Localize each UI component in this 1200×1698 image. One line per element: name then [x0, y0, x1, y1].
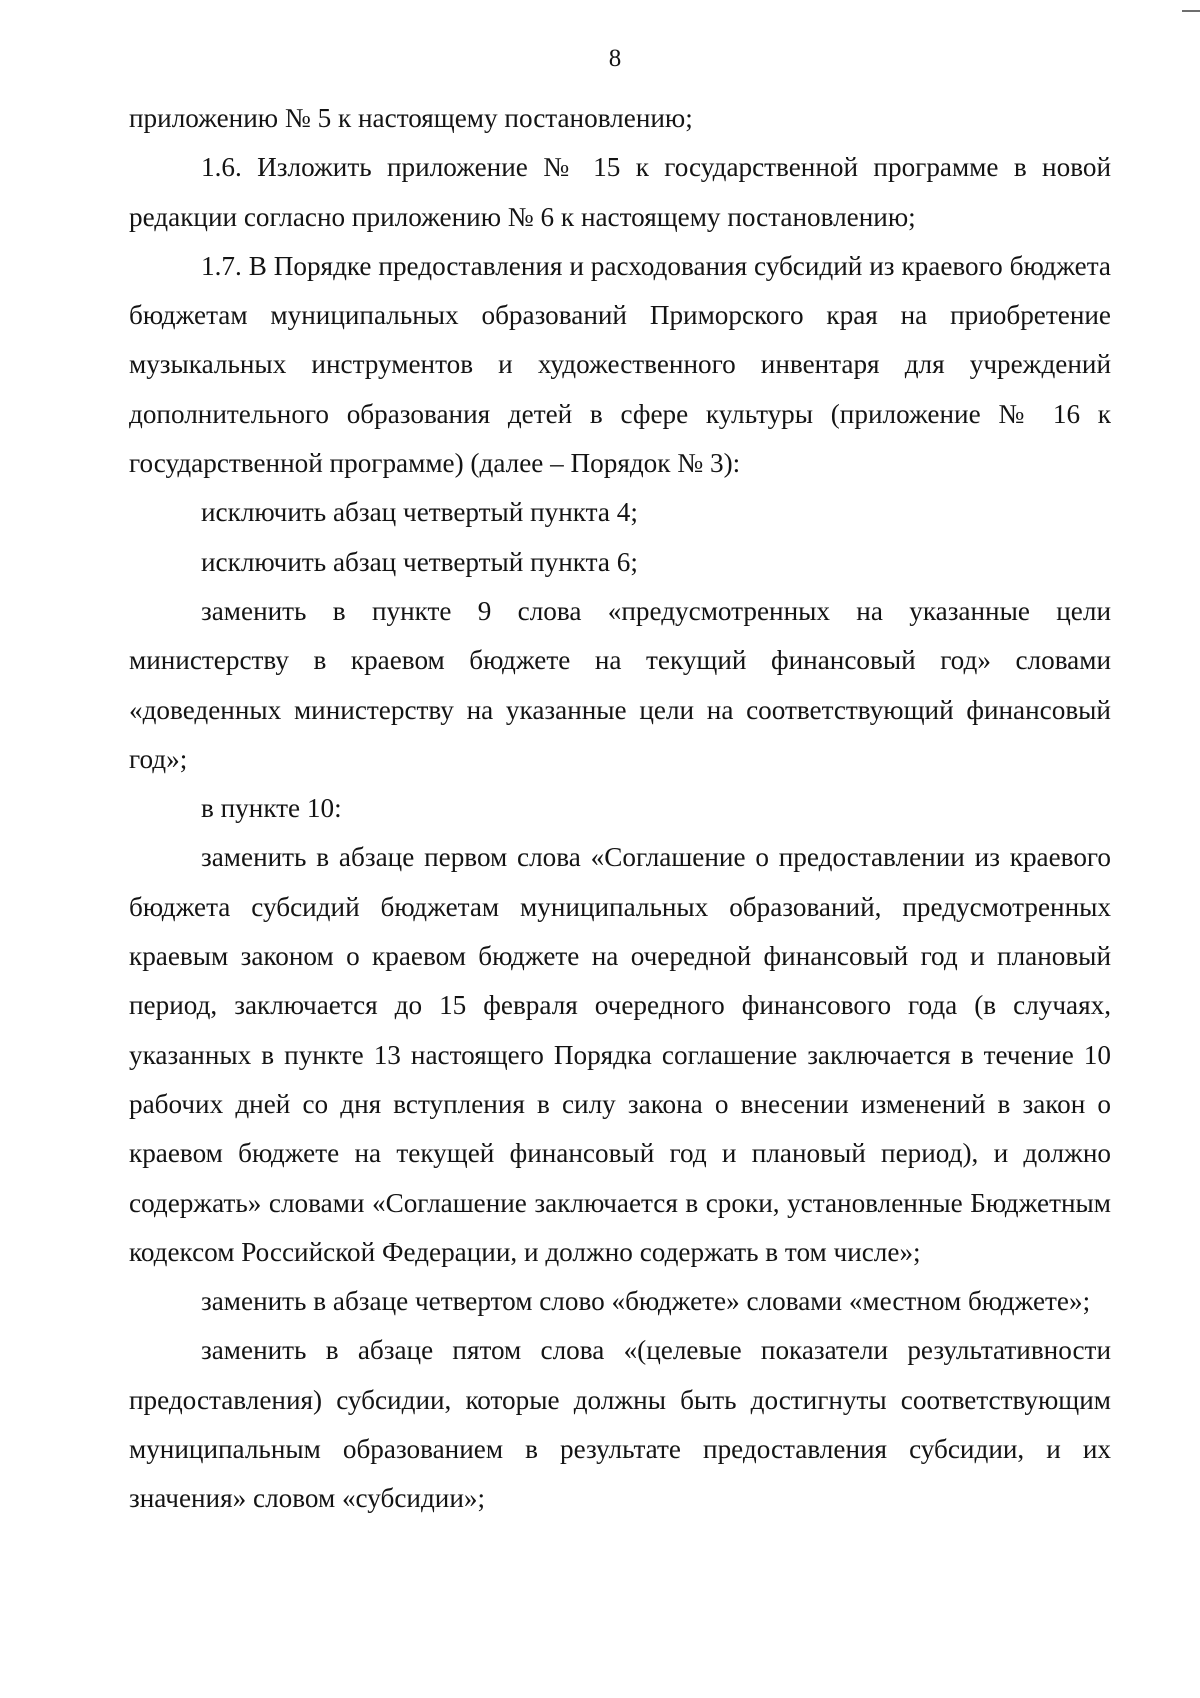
paragraph-replace-fifth-abzac: заменить в абзаце пятом слова «(целевые показатели результативности предоставления) субсидии, которые должны быть достигнуты соответствующим муниципальным образованием в результате предоставления субсидии, и их значения» словом «субсидии»; [129, 1335, 1111, 1514]
paragraph-item-1-6: 1.6. Изложить приложение № 15 к государственной программе в новой редакции согласно приложению № 6 к настоящему постановлению; [129, 152, 1111, 232]
page-number: 8 [608, 45, 622, 72]
scan-edge-mark [1182, 10, 1200, 12]
document-body [129, 94, 1111, 1524]
paragraph-exclude-point-4: исключить абзац четвертый пункта 4; [201, 497, 638, 528]
paragraph-continuation: приложению № 5 к настоящему постановлению; [129, 103, 693, 133]
paragraph-replace-first-abzac: заменить в абзаце первом слова «Соглашение о предоставлении из краевого бюджета субсидий бюджетам муниципальных образований, предусмотренных краевым законом о краевом бюджете на очередной финансовый год и плановый период, заключается до 15 февраля очередного финансового года (в случаях, указанных в пункте 13 настоящего Порядка соглашение заключается в течение 10 рабочих дней со дня вступления в силу закона о внесении изменений в закон о краевом бюджете на текущей финансовый год и плановый период), и должно содержать» словами «Соглашение заключается в сроки, установленные Бюджетным кодексом Российской Федерации, и должно содержать в том числе»; [129, 842, 1111, 1267]
paragraph-item-1-7: 1.7. В Порядке предоставления и расходования субсидий из краевого бюджета бюджетам муниципальных образований Приморского края на приобретение музыкальных инструментов и художественного инвентаря для учреждений дополнительного образования детей в сфере культуры (приложение № 16 к государственной программе) (далее – Порядок № 3): [129, 250, 1111, 479]
paragraph-point-10-heading: в пункте 10: [201, 793, 342, 824]
paragraph-exclude-point-6: исключить абзац четвертый пункта 6; [201, 546, 638, 577]
paragraph-replace-fourth-abzac: заменить в абзаце четвертом слово «бюджете» словами «местном бюджете»; [201, 1286, 1091, 1317]
paragraph-replace-point-9: заменить в пункте 9 слова «предусмотренных на указанные цели министерству в краевом бюджете на текущий финансовый год» словами «доведенных министерству на указанные цели на соответствующий финансовый год»; [129, 595, 1111, 774]
